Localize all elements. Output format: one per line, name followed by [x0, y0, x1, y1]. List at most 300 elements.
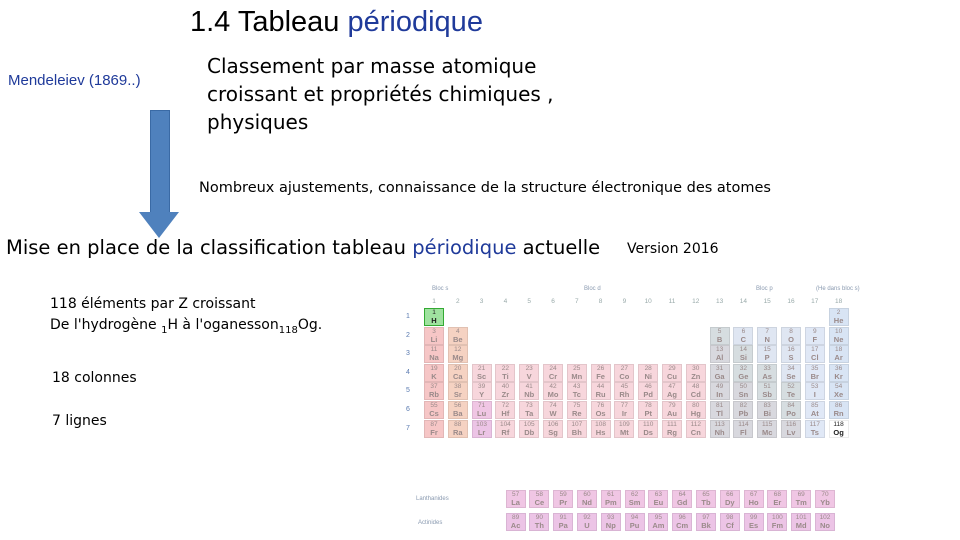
atomic-number: 67 — [749, 491, 758, 498]
element-cell-ne — [829, 327, 849, 345]
group-number: 16 — [787, 298, 795, 305]
atomic-number: 110 — [643, 420, 654, 428]
atomic-number: 57 — [511, 491, 520, 498]
element-symbol: Np — [605, 521, 616, 530]
element-symbol: H — [431, 316, 437, 325]
atomic-number: 6 — [741, 327, 746, 335]
atomic-number: 3 — [432, 327, 436, 335]
atomic-number: 79 — [668, 402, 676, 409]
period-number: 3 — [406, 350, 410, 358]
element-symbol: Fr — [430, 427, 438, 437]
element-cell-rb — [424, 382, 444, 400]
element-symbol: Tc — [572, 390, 581, 400]
mendeleiev-label: Mendeleiev (1869..) — [8, 72, 141, 89]
atomic-number: 26 — [596, 364, 605, 372]
atomic-number: 83 — [763, 402, 771, 409]
element-symbol: Cs — [429, 409, 439, 418]
atomic-number: 10 — [834, 327, 843, 335]
element-symbol: Br — [810, 371, 819, 381]
group-number: 3 — [479, 298, 484, 305]
atomic-number: 69 — [797, 491, 805, 498]
atomic-number: 113 — [714, 420, 725, 428]
element-symbol: Si — [739, 353, 747, 363]
atomic-number: 18 — [834, 346, 843, 354]
element-cell-ho — [744, 490, 764, 508]
element-symbol: Ge — [738, 371, 749, 381]
group-number: 2 — [455, 298, 460, 305]
element-cell-sb — [757, 382, 777, 400]
element-symbol: Nh — [714, 427, 725, 437]
period-number: 4 — [406, 368, 410, 376]
atomic-number: 73 — [525, 402, 533, 409]
element-symbol: At — [810, 409, 819, 418]
element-cell-te — [781, 382, 801, 400]
element-symbol: Mn — [571, 371, 583, 381]
element-cell-p — [757, 345, 777, 363]
element-cell-sn — [733, 382, 753, 400]
period-number: 7 — [406, 424, 410, 432]
element-symbol: Sc — [477, 371, 487, 381]
period-number: 1 — [406, 313, 410, 320]
atomic-number: 62 — [630, 491, 639, 498]
atomic-number: 52 — [787, 383, 795, 391]
element-cell-la — [506, 490, 526, 508]
element-symbol: Be — [453, 334, 463, 344]
element-symbol: Hg — [690, 409, 701, 418]
element-symbol: Mt — [620, 427, 629, 437]
element-symbol: Bk — [701, 521, 711, 530]
element-cell-rg — [662, 420, 682, 438]
element-symbol: He — [833, 316, 844, 325]
element-cell-tm — [791, 490, 811, 508]
element-cell-br — [805, 364, 825, 382]
element-cell-au — [662, 401, 682, 419]
element-symbol: Cn — [690, 427, 701, 437]
element-cell-li — [424, 327, 444, 345]
atomic-number: 82 — [739, 402, 747, 409]
element-cell-ir — [614, 401, 634, 419]
atomic-number: 107 — [571, 420, 583, 428]
element-symbol: Er — [773, 498, 782, 507]
element-cell-mc — [757, 420, 777, 438]
group-number: 5 — [527, 298, 531, 305]
group-number: 1 — [432, 298, 436, 305]
element-symbol: Lv — [786, 427, 796, 437]
element-cell-co — [614, 364, 634, 382]
atomic-number: 89 — [511, 514, 520, 521]
element-cell-i — [805, 382, 825, 400]
atomic-number: 8 — [789, 327, 793, 335]
atomic-number: 81 — [715, 402, 724, 409]
element-cell-fe — [591, 364, 611, 382]
info-range: De l'hydrogène $_1$H à l'oganesson$_{118}$Og. — [50, 317, 323, 336]
element-symbol: Re — [572, 409, 582, 418]
element-symbol: Ni — [644, 371, 652, 381]
element-cell-gd — [672, 490, 692, 508]
element-symbol: Zn — [691, 371, 701, 381]
element-cell-os — [591, 401, 611, 419]
atomic-number: 55 — [430, 402, 438, 409]
element-cell-ts — [805, 420, 825, 438]
atomic-number: 4 — [455, 327, 460, 335]
element-symbol: Ds — [643, 427, 653, 437]
element-cell-ar — [829, 345, 849, 363]
element-symbol: U — [584, 521, 590, 530]
element-cell-ru — [591, 382, 611, 400]
atomic-number: 96 — [678, 514, 686, 521]
element-cell-b — [710, 327, 730, 345]
element-symbol: Cr — [548, 371, 558, 381]
element-cell-pt — [638, 401, 658, 419]
atomic-number: 20 — [454, 364, 462, 372]
element-symbol: No — [820, 521, 830, 530]
group-number: 14 — [739, 298, 747, 305]
element-symbol: Fm — [771, 521, 784, 530]
element-cell-u — [577, 513, 597, 531]
mise-en-place-heading: Mise en place de la classification tableau périodique actuelle — [6, 236, 601, 259]
atomic-number: 30 — [692, 364, 700, 372]
element-symbol: Md — [795, 521, 807, 530]
atomic-number: 111 — [667, 420, 677, 428]
element-cell-eu — [648, 490, 668, 508]
group-number: 11 — [668, 298, 676, 305]
element-cell-no — [815, 513, 835, 531]
element-cell-cn — [686, 420, 706, 438]
atomic-number: 64 — [678, 491, 686, 498]
atomic-number: 13 — [715, 346, 724, 354]
element-cell-sm — [625, 490, 645, 508]
atomic-number: 12 — [454, 346, 462, 354]
element-cell-np — [601, 513, 621, 531]
element-cell-ca — [448, 364, 468, 382]
element-symbol: Ar — [834, 353, 843, 363]
element-symbol: Ga — [714, 371, 725, 381]
group-number: 18 — [834, 298, 843, 305]
atomic-number: 84 — [787, 402, 795, 409]
element-symbol: Cf — [725, 521, 734, 530]
element-cell-ni — [638, 364, 658, 382]
element-symbol: Es — [749, 521, 759, 530]
group-number: 4 — [503, 298, 508, 305]
element-cell-lr — [472, 420, 492, 438]
atomic-number: 98 — [726, 514, 734, 521]
atomic-number: 97 — [702, 514, 710, 521]
element-cell-mg — [448, 345, 468, 363]
element-cell-fm — [767, 513, 787, 531]
atomic-number: 19 — [430, 364, 438, 372]
atomic-number: 27 — [620, 364, 628, 372]
element-cell-ge — [733, 364, 753, 382]
atomic-number: 33 — [763, 364, 771, 372]
atomic-number: 90 — [535, 514, 543, 521]
atomic-number: 76 — [596, 402, 605, 409]
element-cell-rn — [829, 401, 849, 419]
element-symbol: Pb — [738, 409, 749, 418]
actinides-label: Actinides — [418, 520, 443, 526]
element-cell-ti — [495, 364, 515, 382]
atomic-number: 70 — [821, 491, 829, 498]
element-cell-ta — [519, 401, 539, 419]
atomic-number: 5 — [717, 327, 722, 335]
element-symbol: Xe — [834, 390, 844, 400]
element-symbol: Rg — [667, 427, 677, 437]
element-symbol: Pd — [643, 390, 653, 400]
down-arrow-shaft — [150, 110, 170, 214]
element-symbol: Fl — [740, 427, 747, 437]
element-cell-bi — [757, 401, 777, 419]
atomic-number: 42 — [549, 383, 557, 391]
atomic-number: 15 — [763, 346, 771, 354]
atomic-number: 46 — [644, 383, 652, 391]
element-cell-k — [424, 364, 444, 382]
element-cell-nh — [710, 420, 730, 438]
element-symbol: Cd — [690, 390, 701, 400]
element-symbol: K — [431, 371, 437, 381]
atomic-number: 61 — [607, 491, 615, 498]
bloc-p-header: Bloc p — [756, 286, 773, 292]
element-cell-po — [781, 401, 801, 419]
info-rows: 7 lignes — [52, 413, 107, 429]
element-cell-ds — [638, 420, 658, 438]
element-symbol: Pr — [559, 498, 568, 507]
atomic-number: 17 — [811, 346, 819, 354]
element-symbol: Y — [479, 390, 485, 400]
element-cell-cm — [672, 513, 692, 531]
element-symbol: Ra — [453, 427, 463, 437]
element-symbol: S — [788, 353, 794, 363]
group-number: 15 — [763, 298, 771, 305]
group-number: 10 — [644, 298, 652, 305]
element-cell-pu — [625, 513, 645, 531]
atomic-number: 101 — [795, 514, 807, 521]
atomic-number: 34 — [787, 364, 795, 372]
element-symbol: Ca — [453, 371, 463, 381]
atomic-number: 116 — [785, 420, 797, 428]
atomic-number: 108 — [595, 420, 607, 428]
element-cell-er — [767, 490, 787, 508]
element-cell-in — [710, 382, 730, 400]
atomic-number: 93 — [607, 514, 615, 521]
bloc-s-header: Bloc s — [432, 286, 449, 292]
atomic-number: 48 — [692, 383, 700, 391]
atomic-number: 117 — [809, 420, 820, 428]
element-cell-sr — [448, 382, 468, 400]
element-symbol: Ir — [621, 409, 627, 418]
atomic-number: 75 — [573, 402, 581, 409]
atomic-number: 51 — [763, 383, 771, 391]
element-symbol: Ho — [748, 498, 759, 507]
atomic-number: 80 — [692, 402, 700, 409]
element-symbol: Dy — [725, 498, 735, 507]
element-cell-at — [805, 401, 825, 419]
atomic-number: 63 — [654, 491, 662, 498]
element-symbol: Pm — [604, 498, 617, 507]
element-cell-ga — [710, 364, 730, 382]
element-cell-zr — [495, 382, 515, 400]
atomic-number: 35 — [811, 364, 819, 372]
atomic-number: 28 — [644, 364, 652, 372]
atomic-number: 45 — [620, 383, 628, 391]
slide-title: 1.4 Tableau périodique — [190, 6, 483, 38]
atomic-number: 87 — [430, 420, 438, 428]
element-cell-ba — [448, 401, 468, 419]
atomic-number: 37 — [430, 383, 438, 391]
element-symbol: Te — [786, 390, 796, 400]
element-cell-rf — [495, 420, 515, 438]
ajustements-text: Nombreux ajustements, connaissance de la structure électronique des atomes — [199, 180, 771, 196]
element-symbol: Ba — [453, 409, 463, 418]
element-cell-s — [781, 345, 801, 363]
atomic-number: 104 — [499, 420, 511, 428]
element-symbol: Al — [715, 353, 724, 363]
atomic-number: 44 — [596, 383, 605, 391]
element-cell-fr — [424, 420, 444, 438]
atomic-number: 115 — [762, 420, 773, 428]
element-symbol: Rf — [501, 427, 510, 437]
element-symbol: Os — [595, 409, 606, 418]
element-symbol: Gd — [676, 498, 688, 507]
atomic-number: 23 — [525, 364, 533, 372]
atomic-number: 68 — [773, 491, 781, 498]
element-cell-he — [829, 308, 849, 326]
info-elements-count: 118 éléments par Z croissant — [50, 296, 256, 312]
periodic-table — [404, 284, 872, 540]
element-cell-og — [829, 420, 849, 438]
element-cell-cr — [543, 364, 563, 382]
atomic-number: 105 — [523, 420, 535, 428]
he-note: (He dans bloc s) — [816, 286, 860, 292]
element-symbol: Am — [652, 521, 665, 530]
element-cell-as — [757, 364, 777, 382]
element-symbol: Og — [833, 427, 844, 437]
element-symbol: Sb — [762, 390, 772, 400]
element-symbol: Cu — [667, 371, 677, 381]
atomic-number: 43 — [573, 383, 581, 391]
element-symbol: Hs — [595, 427, 606, 437]
element-symbol: Kr — [834, 371, 843, 381]
atomic-number: 77 — [620, 402, 628, 409]
element-cell-si — [733, 345, 753, 363]
atomic-number: 9 — [812, 327, 817, 335]
element-symbol: In — [716, 390, 723, 400]
element-symbol: Hf — [501, 409, 510, 418]
element-cell-se — [781, 364, 801, 382]
element-cell-pr — [553, 490, 573, 508]
element-symbol: Ag — [667, 390, 677, 400]
element-symbol: Pu — [629, 521, 640, 530]
element-cell-hf — [495, 401, 515, 419]
element-cell-n — [757, 327, 777, 345]
element-symbol: I — [813, 390, 816, 400]
group-number: 6 — [551, 298, 555, 305]
element-cell-tc — [567, 382, 587, 400]
group-number: 8 — [598, 298, 603, 305]
element-cell-zn — [686, 364, 706, 382]
atomic-number: 53 — [811, 383, 819, 391]
atomic-number: 88 — [454, 420, 462, 428]
atomic-number: 66 — [726, 491, 734, 498]
element-symbol: Sr — [453, 390, 462, 400]
atomic-number: 103 — [476, 420, 488, 428]
atomic-number: 85 — [811, 402, 819, 409]
atomic-number: 71 — [477, 402, 486, 409]
atomic-number: 118 — [833, 420, 844, 428]
element-cell-hg — [686, 401, 706, 419]
element-cell-o — [781, 327, 801, 345]
element-cell-mt — [614, 420, 634, 438]
element-symbol: Rh — [619, 390, 630, 400]
element-cell-dy — [720, 490, 740, 508]
atomic-number: 40 — [501, 383, 509, 391]
element-symbol: Tm — [795, 498, 807, 507]
atomic-number: 60 — [583, 491, 591, 498]
element-symbol: Fe — [596, 371, 605, 381]
down-arrow-icon — [139, 212, 179, 238]
element-cell-md — [791, 513, 811, 531]
info-columns: 18 colonnes — [52, 370, 137, 386]
bloc-d-header: Bloc d — [584, 286, 601, 292]
element-cell-am — [648, 513, 668, 531]
element-symbol: Pa — [558, 521, 568, 530]
element-symbol: Tl — [716, 409, 723, 418]
element-symbol: Rn — [833, 409, 844, 418]
atomic-number: 49 — [715, 383, 724, 391]
atomic-number: 22 — [501, 364, 509, 372]
atomic-number: 95 — [654, 514, 662, 521]
atomic-number: 74 — [549, 402, 557, 409]
element-symbol: Li — [430, 334, 438, 344]
lanthanides-label: Lanthanides — [416, 496, 449, 502]
element-symbol: Pt — [644, 409, 652, 418]
element-symbol: Bi — [763, 409, 771, 418]
element-cell-hs — [591, 420, 611, 438]
atomic-number: 54 — [834, 383, 843, 391]
element-symbol: Zr — [501, 390, 510, 400]
element-symbol: Mo — [547, 390, 559, 400]
element-cell-cd — [686, 382, 706, 400]
atomic-number: 102 — [819, 514, 831, 521]
element-symbol: Sm — [628, 498, 641, 507]
element-cell-kr — [829, 364, 849, 382]
atomic-number: 24 — [549, 364, 557, 372]
atomic-number: 72 — [501, 402, 509, 409]
atomic-number: 11 — [430, 346, 438, 354]
element-symbol: F — [812, 334, 818, 344]
atomic-number: 14 — [739, 346, 747, 354]
element-symbol: O — [788, 334, 794, 344]
element-symbol: B — [716, 334, 723, 344]
element-symbol: Ce — [534, 498, 545, 507]
atomic-number: 50 — [739, 383, 747, 391]
element-cell-cf — [720, 513, 740, 531]
atomic-number: 100 — [771, 514, 783, 521]
element-cell-v — [519, 364, 539, 382]
atomic-number: 25 — [573, 364, 581, 372]
element-cell-tb — [696, 490, 716, 508]
atomic-number: 109 — [618, 420, 630, 428]
atomic-number: 7 — [765, 327, 769, 335]
atomic-number: 29 — [668, 364, 676, 372]
element-symbol: As — [762, 371, 772, 381]
atomic-number: 112 — [690, 420, 701, 428]
element-symbol: La — [511, 498, 520, 507]
period-number: 2 — [406, 331, 410, 339]
element-cell-na — [424, 345, 444, 363]
element-cell-pa — [553, 513, 573, 531]
atomic-number: 86 — [834, 402, 843, 409]
element-cell-ce — [529, 490, 549, 508]
atomic-number: 99 — [749, 514, 758, 521]
